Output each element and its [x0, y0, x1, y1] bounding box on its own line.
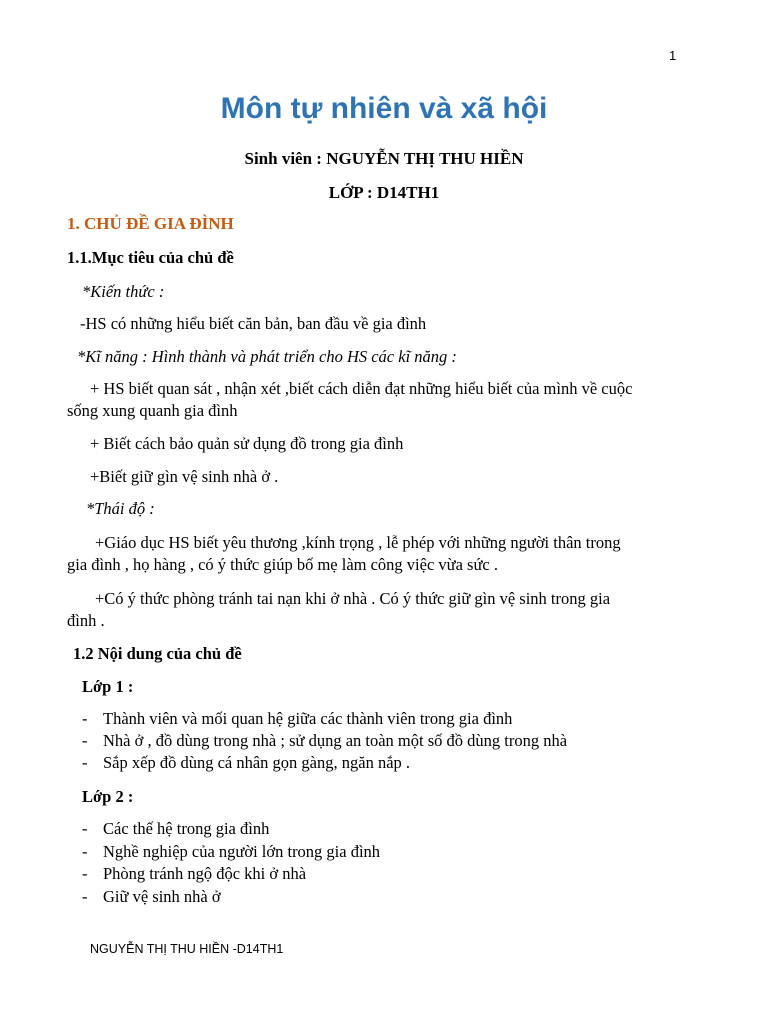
list-bullet: - — [82, 731, 88, 750]
list-bullet: - — [82, 864, 88, 883]
document-title: Môn tự nhiên và xã hội — [220, 92, 548, 125]
skill-item-2: + Biết cách bảo quản sử dụng đồ trong gia đình — [90, 434, 404, 453]
list-bullet: - — [82, 709, 88, 728]
list-item: Nhà ở , đồ dùng trong nhà ; sử dụng an toàn một số đồ dùng trong nhà — [103, 731, 568, 750]
class-line: LỚP : D14TH1 — [328, 183, 440, 202]
list-item: Thành viên và mối quan hệ giữa các thành viên trong gia đình — [103, 709, 513, 728]
page-footer: NGUYỄN THỊ THU HIỀN -D14TH1 — [90, 942, 284, 956]
attitude-item-2-line1: +Có ý thức phòng tránh tai nạn khi ở nhà . Có ý thức giữ gìn vệ sinh trong gia — [95, 589, 611, 608]
attitude-item-1-line1: +Giáo dục HS biết yêu thương ,kính trọng , lễ phép với những người thân trong — [95, 533, 621, 552]
grade1-label: Lớp 1 : — [82, 677, 134, 696]
attitude-item-2-line2: đình . — [67, 611, 105, 630]
list-bullet: - — [82, 753, 88, 772]
page-number: 1 — [669, 48, 677, 63]
list-bullet: - — [82, 887, 88, 906]
grade2-label: Lớp 2 : — [82, 787, 134, 806]
list-bullet: - — [82, 842, 88, 861]
skill-item-1-line1: + HS biết quan sát , nhận xét ,biết cách diễn đạt những hiểu biết của mình về cuộc — [90, 379, 633, 398]
attitude-label: *Thái độ : — [86, 499, 155, 518]
skill-item-3: +Biết giữ gìn vệ sinh nhà ở . — [90, 467, 279, 486]
skill-item-1-line2: sống xung quanh gia đình — [67, 401, 238, 420]
student-name-line: Sinh viên : NGUYỄN THỊ THU HIỀN — [244, 149, 524, 168]
knowledge-label: *Kiến thức : — [82, 282, 165, 301]
list-item: Sắp xếp đồ dùng cá nhân gọn gàng, ngăn nắp . — [103, 753, 411, 772]
list-bullet: - — [82, 819, 88, 838]
list-item: Giữ vệ sinh nhà ở — [103, 887, 221, 906]
subheading-content: 1.2 Nội dung của chủ đề — [73, 644, 242, 663]
list-item: Nghề nghiệp của người lớn trong gia đình — [103, 842, 381, 861]
subheading-objectives: 1.1.Mục tiêu của chủ đề — [67, 248, 234, 267]
attitude-item-1-line2: gia đình , họ hàng , có ý thức giúp bố mẹ làm công việc vừa sức . — [67, 555, 498, 574]
list-item: Các thế hệ trong gia đình — [103, 819, 270, 838]
skills-label: *Kĩ năng : Hình thành và phát triển cho HS các kĩ năng : — [77, 347, 457, 366]
section-heading-family: 1. CHỦ ĐỀ GIA ĐÌNH — [67, 214, 234, 233]
knowledge-text: -HS có những hiểu biết căn bản, ban đầu về gia đình — [80, 314, 427, 333]
list-item: Phòng tránh ngộ độc khi ở nhà — [103, 864, 307, 883]
